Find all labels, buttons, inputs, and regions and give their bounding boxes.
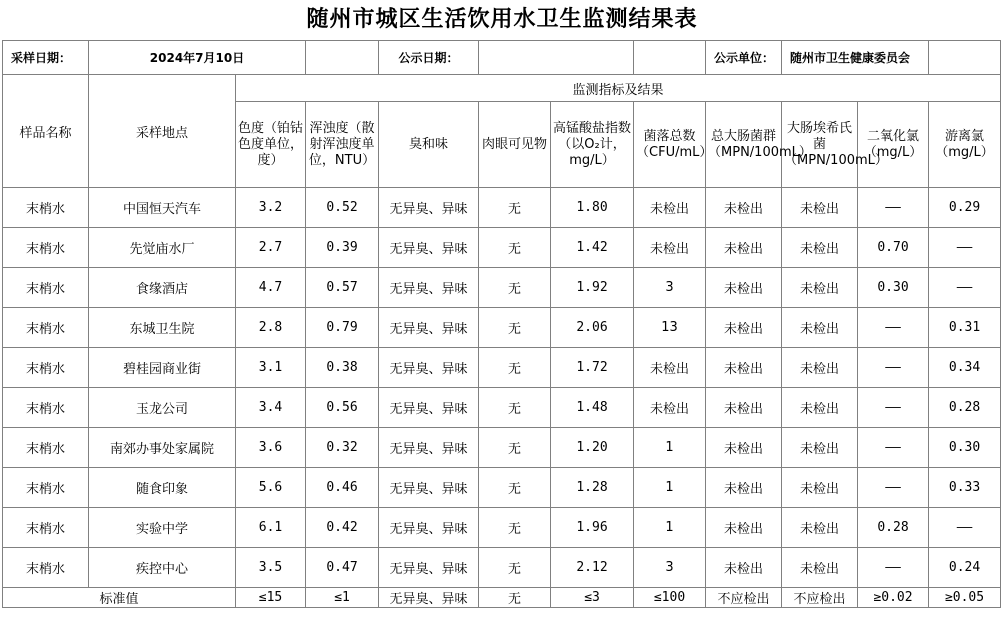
standard-e-coli: 不应检出 (782, 588, 858, 608)
cell-visible-matter: 无 (479, 468, 551, 508)
cell-permanganate: 1.96 (551, 508, 634, 548)
cell-e-coli: 未检出 (782, 188, 858, 228)
cell-sample-name: 末梢水 (3, 348, 89, 388)
cell-odor-taste: 无异臭、异味 (379, 468, 479, 508)
table-row (3, 268, 1001, 308)
cell-odor-taste: 无异臭、异味 (379, 428, 479, 468)
cell-total-coliform: 未检出 (706, 228, 782, 268)
cell-visible-matter: 无 (479, 388, 551, 428)
cell-permanganate: 1.92 (551, 268, 634, 308)
cell-sample-name: 末梢水 (3, 228, 89, 268)
cell-e-coli: 未检出 (782, 348, 858, 388)
cell-sample-name: 末梢水 (3, 308, 89, 348)
cell-turbidity: 0.57 (306, 268, 379, 308)
cell-free-chlorine: 0.24 (929, 548, 1001, 588)
cell-color: 2.8 (236, 308, 306, 348)
cell-free-chlorine: 0.29 (929, 188, 1001, 228)
cell-total-coliform: 未检出 (706, 548, 782, 588)
cell-permanganate: 1.80 (551, 188, 634, 228)
cell-e-coli: 未检出 (782, 428, 858, 468)
cell-location: 南郊办事处家属院 (89, 428, 236, 468)
cell-color: 6.1 (236, 508, 306, 548)
cell-free-chlorine: 0.33 (929, 468, 1001, 508)
cell-total-coliform: 未检出 (706, 468, 782, 508)
cell-total-coliform: 未检出 (706, 428, 782, 468)
table-row (3, 228, 1001, 268)
sample-date-label: 采样日期： (3, 41, 89, 75)
cell-visible-matter: 无 (479, 508, 551, 548)
standard-chlorine-dioxide: ≥0.02 (858, 588, 929, 608)
cell-colony-count: 未检出 (634, 228, 706, 268)
header-color: 色度（铂钴色度单位，度） (236, 102, 306, 188)
cell-visible-matter: 无 (479, 428, 551, 468)
cell-e-coli: 未检出 (782, 388, 858, 428)
cell-turbidity: 0.79 (306, 308, 379, 348)
cell-sample-name: 末梢水 (3, 468, 89, 508)
header-e-coli: 大肠埃希氏菌（MPN/100mL） (782, 102, 858, 188)
publisher-label: 公示单位： (706, 41, 782, 75)
cell-location: 随食印象 (89, 468, 236, 508)
results-table (2, 40, 1001, 608)
cell-free-chlorine: —— (929, 228, 1001, 268)
cell-e-coli: 未检出 (782, 548, 858, 588)
header-turbidity: 浑浊度（散射浑浊度单位，NTU） (306, 102, 379, 188)
table-row (3, 508, 1001, 548)
cell-odor-taste: 无异臭、异味 (379, 268, 479, 308)
table-row (3, 348, 1001, 388)
cell-sample-name: 末梢水 (3, 508, 89, 548)
cell-turbidity: 0.46 (306, 468, 379, 508)
cell-chlorine-dioxide: —— (858, 308, 929, 348)
table-row (3, 308, 1001, 348)
table-row (3, 188, 1001, 228)
cell-sample-name: 末梢水 (3, 188, 89, 228)
table-row (3, 388, 1001, 428)
publish-date-value (479, 41, 634, 75)
standard-permanganate: ≤3 (551, 588, 634, 608)
cell-location: 东城卫生院 (89, 308, 236, 348)
header-permanganate: 高锰酸盐指数（以O₂计，mg/L） (551, 102, 634, 188)
cell-colony-count: 13 (634, 308, 706, 348)
meta-blank (929, 41, 1001, 75)
cell-total-coliform: 未检出 (706, 348, 782, 388)
cell-odor-taste: 无异臭、异味 (379, 548, 479, 588)
cell-e-coli: 未检出 (782, 468, 858, 508)
header-odor-taste: 臭和味 (379, 102, 479, 188)
cell-odor-taste: 无异臭、异味 (379, 348, 479, 388)
cell-visible-matter: 无 (479, 548, 551, 588)
cell-e-coli: 未检出 (782, 508, 858, 548)
table-row (3, 548, 1001, 588)
cell-visible-matter: 无 (479, 228, 551, 268)
standard-odor-taste: 无异臭、异味 (379, 588, 479, 608)
cell-odor-taste: 无异臭、异味 (379, 228, 479, 268)
cell-turbidity: 0.42 (306, 508, 379, 548)
header-chlorine-dioxide: 二氧化氯（mg/L） (858, 102, 929, 188)
cell-color: 5.6 (236, 468, 306, 508)
standard-label: 标准值 (3, 588, 236, 608)
standard-total-coliform: 不应检出 (706, 588, 782, 608)
header-indicators-group: 监测指标及结果 (236, 75, 1001, 102)
publish-date-label: 公示日期： (379, 41, 479, 75)
cell-total-coliform: 未检出 (706, 268, 782, 308)
table-row (3, 468, 1001, 508)
table-row (3, 428, 1001, 468)
cell-turbidity: 0.47 (306, 548, 379, 588)
cell-colony-count: 1 (634, 468, 706, 508)
meta-row (3, 41, 1001, 75)
page-title: 随州市城区生活饮用水卫生监测结果表 (306, 7, 698, 32)
cell-turbidity: 0.52 (306, 188, 379, 228)
cell-turbidity: 0.38 (306, 348, 379, 388)
header-location: 采样地点 (89, 75, 236, 188)
cell-chlorine-dioxide: —— (858, 468, 929, 508)
header-colony-count: 菌落总数（CFU/mL） (634, 102, 706, 188)
cell-e-coli: 未检出 (782, 308, 858, 348)
cell-visible-matter: 无 (479, 348, 551, 388)
cell-color: 3.5 (236, 548, 306, 588)
cell-colony-count: 3 (634, 548, 706, 588)
cell-chlorine-dioxide: —— (858, 388, 929, 428)
header-visible-matter: 肉眼可见物 (479, 102, 551, 188)
cell-location: 碧桂园商业街 (89, 348, 236, 388)
header-row-group (3, 75, 1001, 102)
cell-e-coli: 未检出 (782, 228, 858, 268)
meta-blank (634, 41, 706, 75)
cell-colony-count: 未检出 (634, 348, 706, 388)
cell-color: 3.6 (236, 428, 306, 468)
cell-total-coliform: 未检出 (706, 388, 782, 428)
cell-permanganate: 2.12 (551, 548, 634, 588)
cell-location: 食缘酒店 (89, 268, 236, 308)
cell-total-coliform: 未检出 (706, 308, 782, 348)
cell-total-coliform: 未检出 (706, 508, 782, 548)
cell-location: 疾控中心 (89, 548, 236, 588)
cell-color: 3.2 (236, 188, 306, 228)
cell-colony-count: 3 (634, 268, 706, 308)
cell-visible-matter: 无 (479, 268, 551, 308)
cell-color: 3.1 (236, 348, 306, 388)
cell-chlorine-dioxide: —— (858, 348, 929, 388)
sample-date-value: 2024年7月10日 (89, 41, 306, 75)
cell-free-chlorine: —— (929, 268, 1001, 308)
cell-colony-count: 未检出 (634, 388, 706, 428)
standard-color: ≤15 (236, 588, 306, 608)
cell-turbidity: 0.32 (306, 428, 379, 468)
cell-permanganate: 2.06 (551, 308, 634, 348)
cell-colony-count: 1 (634, 428, 706, 468)
cell-turbidity: 0.39 (306, 228, 379, 268)
cell-location: 先觉庙水厂 (89, 228, 236, 268)
cell-visible-matter: 无 (479, 308, 551, 348)
cell-total-coliform: 未检出 (706, 188, 782, 228)
cell-chlorine-dioxide: —— (858, 188, 929, 228)
cell-colony-count: 未检出 (634, 188, 706, 228)
cell-sample-name: 末梢水 (3, 548, 89, 588)
cell-free-chlorine: 0.30 (929, 428, 1001, 468)
cell-location: 实验中学 (89, 508, 236, 548)
cell-permanganate: 1.20 (551, 428, 634, 468)
header-sample-name: 样品名称 (3, 75, 89, 188)
cell-visible-matter: 无 (479, 188, 551, 228)
cell-free-chlorine: —— (929, 508, 1001, 548)
cell-sample-name: 末梢水 (3, 428, 89, 468)
cell-free-chlorine: 0.28 (929, 388, 1001, 428)
cell-turbidity: 0.56 (306, 388, 379, 428)
cell-permanganate: 1.42 (551, 228, 634, 268)
cell-chlorine-dioxide: 0.28 (858, 508, 929, 548)
cell-free-chlorine: 0.34 (929, 348, 1001, 388)
cell-permanganate: 1.72 (551, 348, 634, 388)
standard-visible-matter: 无 (479, 588, 551, 608)
cell-color: 4.7 (236, 268, 306, 308)
cell-free-chlorine: 0.31 (929, 308, 1001, 348)
cell-odor-taste: 无异臭、异味 (379, 388, 479, 428)
cell-location: 玉龙公司 (89, 388, 236, 428)
cell-sample-name: 末梢水 (3, 388, 89, 428)
header-total-coliform: 总大肠菌群（MPN/100mL） (706, 102, 782, 188)
cell-chlorine-dioxide: —— (858, 548, 929, 588)
cell-location: 中国恒天汽车 (89, 188, 236, 228)
cell-permanganate: 1.28 (551, 468, 634, 508)
cell-chlorine-dioxide: —— (858, 428, 929, 468)
cell-colony-count: 1 (634, 508, 706, 548)
standard-turbidity: ≤1 (306, 588, 379, 608)
cell-sample-name: 末梢水 (3, 268, 89, 308)
publisher-value: 随州市卫生健康委员会 (782, 41, 929, 75)
cell-odor-taste: 无异臭、异味 (379, 308, 479, 348)
cell-color: 3.4 (236, 388, 306, 428)
cell-e-coli: 未检出 (782, 268, 858, 308)
standard-free-chlorine: ≥0.05 (929, 588, 1001, 608)
standard-colony-count: ≤100 (634, 588, 706, 608)
cell-chlorine-dioxide: 0.30 (858, 268, 929, 308)
cell-color: 2.7 (236, 228, 306, 268)
meta-blank (306, 41, 379, 75)
standard-row (3, 588, 1001, 608)
cell-odor-taste: 无异臭、异味 (379, 508, 479, 548)
cell-permanganate: 1.48 (551, 388, 634, 428)
header-free-chlorine: 游离氯（mg/L） (929, 102, 1001, 188)
cell-chlorine-dioxide: 0.70 (858, 228, 929, 268)
cell-odor-taste: 无异臭、异味 (379, 188, 479, 228)
